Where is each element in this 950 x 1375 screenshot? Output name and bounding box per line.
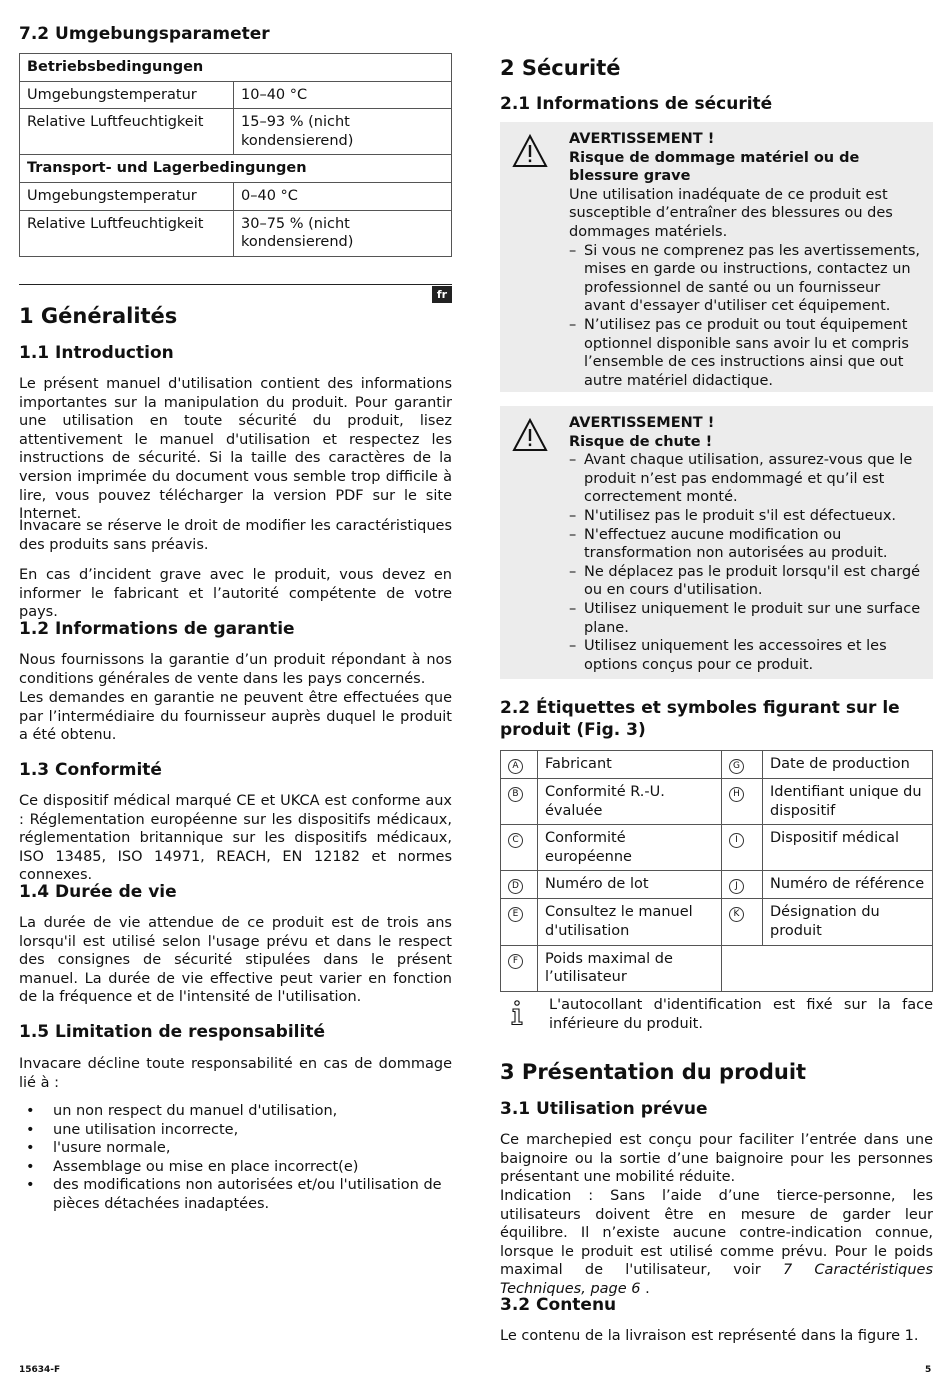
paragraph-text: Indication : Sans l’aide d’une tierce-personne, les utilisateurs doivent être en mesure de garder leur équilibre. Il n’existe aucune contre-indication connue, lorsque le produit est utilisé comme prévu. Pour le poids maximal de l'utilisateur, voir <box>500 1188 933 1279</box>
list-item: • un non respect du manuel d'utilisation, <box>19 1102 452 1121</box>
language-badge: fr <box>432 286 452 303</box>
paragraph: La durée de vie attendue de ce produit est de trois ans lorsqu'il est utilisé selon l'usage prévu et dans le respect des consignes de sécurité stipulées dans le présent manuel. La durée de vie effective peut varier en fonction de la fréquence et de l'intensité de l'utilisation. <box>19 915 452 1006</box>
paragraph: Nous fournissons la garantie d’un produit répondant à nos conditions générales de vente dans les pays concernés. <box>19 652 452 687</box>
labels-table <box>500 750 933 992</box>
paragraph: Invacare décline toute responsabilité en cas de dommage lié à : <box>19 1056 452 1091</box>
warning-text: Une utilisation inadéquate de ce produit est susceptible d’entraîner des blessures ou des dommages matériels. <box>569 186 893 240</box>
label-description: Date de production <box>763 751 933 779</box>
list-item: • l'usure normale, <box>19 1139 452 1158</box>
label-description: Consultez le manuel d'utilisation <box>538 899 722 945</box>
label-letter-icon: D <box>508 879 523 894</box>
warning-signal-word: AVERTISSEMENT ! <box>569 415 715 431</box>
label-description: Poids maximal de l’utilisateur <box>538 945 722 991</box>
environment-table <box>19 53 452 257</box>
table-cell-label: Relative Luftfeuchtigkeit <box>20 109 234 155</box>
warning-list-item: – Ne déplacez pas le produit lorsqu'il est chargé ou en cours d'utilisation. <box>569 563 925 600</box>
section-3-1-title: 3.1 Utilisation prévue <box>500 1099 708 1119</box>
warning-list-item: – N'effectuez aucune modification ou transformation non autorisées au produit. <box>569 526 925 563</box>
section-7-2-title: 7.2 Umgebungsparameter <box>19 24 270 44</box>
warning-triangle-icon <box>512 134 548 168</box>
section-1-2-title: 1.2 Informations de garantie <box>19 619 295 639</box>
section-1-5-title: 1.5 Limitation de responsabilité <box>19 1022 325 1042</box>
table-cell-value: 0–40 °C <box>234 182 452 210</box>
table-cell-label: Umgebungstemperatur <box>20 81 234 109</box>
paragraph <box>500 1187 933 1299</box>
paragraph: Invacare se réserve le droit de modifier les caractéristiques des produits sans préavis. <box>19 518 452 553</box>
section-2-title: 2 Sécurité <box>500 56 621 80</box>
table-cell-value: 15–93 % (nicht kondensierend) <box>234 109 452 155</box>
warning-headline: Risque de dommage matériel ou de blessure grave <box>569 149 860 185</box>
paragraph-text: . <box>640 1280 650 1297</box>
label-letter-icon: J <box>729 879 744 894</box>
list-item: • des modifications non autorisées et/ou l'utilisation de pièces détachées inadaptées. <box>19 1176 452 1213</box>
label-description: Numéro de référence <box>763 871 933 899</box>
info-icon <box>510 1000 524 1026</box>
section-1-4-title: 1.4 Durée de vie <box>19 882 177 902</box>
section-1-1-title: 1.1 Introduction <box>19 343 174 363</box>
liability-list <box>19 1102 452 1214</box>
table-cell-label: Umgebungstemperatur <box>20 182 234 210</box>
warning-list-item: – Avant chaque utilisation, assurez-vous que le produit n’est pas endommagé et qu’il est correctement monté. <box>569 451 925 507</box>
paragraph: Ce marchepied est conçu pour faciliter l’entrée dans une baignoire ou la sortie d’une baignoire pour les personnes présentant une mobilité réduite. <box>500 1132 933 1186</box>
section-1-3-title: 1.3 Conformité <box>19 760 162 780</box>
label-letter-icon: K <box>729 907 744 922</box>
warning-list-item: – Si vous ne comprenez pas les avertissements, mises en garde ou instructions, contactez un professionnel de santé ou un fournisseur avant d'essayer d'utiliser cet équipement. <box>569 242 925 316</box>
section-3-title: 3 Présentation du produit <box>500 1060 807 1084</box>
paragraph: Le présent manuel d'utilisation contient des informations importantes sur la manipulation du produit. Pour garantir une utilisation en toute sécurité du produit, lisez attentivement le manuel d'utilisation et respectez les instructions de sécurité. Si la taille des caractères de la version imprimée du document vous semble trop difficile à lire, vous pouvez télécharger la version PDF sur le site Internet. <box>19 376 452 523</box>
label-letter-icon: I <box>729 833 744 848</box>
info-note: L'autocollant d'identification est fixé sur la face inférieure du produit. <box>549 997 933 1032</box>
table-cell-label: Relative Luftfeuchtigkeit <box>20 210 234 256</box>
section-2-1-title: 2.1 Informations de sécurité <box>500 94 773 114</box>
label-description: Numéro de lot <box>538 871 722 899</box>
section-2-2-title: 2.2 Étiquettes et symboles figurant sur le produit (Fig. 3) <box>500 698 900 740</box>
warning-triangle-icon <box>512 418 548 452</box>
label-letter-icon: B <box>508 787 523 802</box>
table-group-header: Transport- und Lagerbedingungen <box>20 155 452 183</box>
cross-reference-link[interactable]: 7 Caractéristiques Techniques, page 6 <box>500 1262 933 1297</box>
warning-signal-word: AVERTISSEMENT ! <box>569 131 715 147</box>
label-description: Conformité R.-U. évaluée <box>538 779 722 825</box>
label-letter-icon: C <box>508 833 523 848</box>
label-letter-icon: H <box>729 787 744 802</box>
label-description: Conformité européenne <box>538 825 722 871</box>
section-1-title: 1 Généralités <box>19 304 178 328</box>
paragraph: Ce dispositif médical marqué CE et UKCA est conforme aux : Réglementation européenne sur les dispositifs médicaux, réglementation britannique sur les dispositifs médicaux, ISO 13485, ISO 14971, REACH, EN 12182 et normes connexes. <box>19 793 452 884</box>
warning-box <box>500 122 933 392</box>
warning-list-item: – Utilisez uniquement les accessoires et les options conçus pour ce produit. <box>569 637 925 674</box>
warning-list-item: – Utilisez uniquement le produit sur une surface plane. <box>569 600 925 637</box>
label-letter-icon: A <box>508 759 523 774</box>
label-description: Identifiant unique du dispositif <box>763 779 933 825</box>
label-description: Désignation du produit <box>763 899 933 945</box>
warning-headline: Risque de chute ! <box>569 433 713 450</box>
warning-list-item: – N'utilisez pas le produit s'il est défectueux. <box>569 507 925 526</box>
label-letter-icon: F <box>508 954 523 969</box>
list-item: • Assemblage ou mise en place incorrect(e) <box>19 1158 452 1177</box>
table-cell-value: 30–75 % (nicht kondensierend) <box>234 210 452 256</box>
list-item: • une utilisation incorrecte, <box>19 1121 452 1140</box>
label-letter-icon: G <box>729 759 744 774</box>
label-description: Fabricant <box>538 751 722 779</box>
paragraph: En cas d’incident grave avec le produit, vous devez en informer le fabricant et l’autorité compétente de votre pays. <box>19 567 452 621</box>
section-divider <box>19 284 452 285</box>
paragraph: Le contenu de la livraison est représenté dans la figure 1. <box>500 1328 919 1344</box>
label-description: Dispositif médical <box>763 825 933 871</box>
warning-box <box>500 406 933 679</box>
paragraph: Les demandes en garantie ne peuvent être effectuées que par l’intermédiaire du fournisseur auprès duquel le produit a été obtenu. <box>19 690 452 744</box>
empty-cell <box>722 945 933 991</box>
section-3-2-title: 3.2 Contenu <box>500 1295 617 1315</box>
warning-list-item: – N’utilisez pas ce produit ou tout équipement optionnel disponible sans avoir lu et compris l’ensemble de ces instructions ainsi que out autre matériel didactique. <box>569 316 925 390</box>
table-group-header: Betriebsbedingungen <box>20 54 452 82</box>
page-number: 5 <box>925 1365 932 1375</box>
table-cell-value: 10–40 °C <box>234 81 452 109</box>
document-id: 15634-F <box>19 1365 61 1375</box>
label-letter-icon: E <box>508 907 523 922</box>
